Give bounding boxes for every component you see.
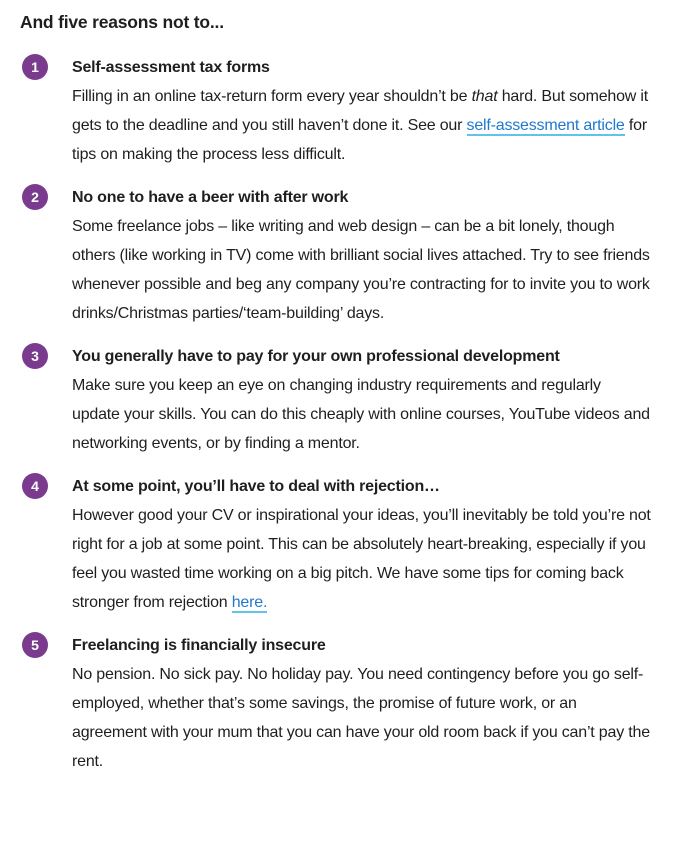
item-number: 2	[31, 189, 39, 205]
item-body	[72, 660, 652, 776]
body-text: for tips on making the process less difficult.	[72, 117, 647, 163]
item-title: You generally have to pay for your own professional development	[72, 348, 560, 365]
item-number-badge	[22, 54, 48, 80]
item-number-badge	[22, 184, 48, 210]
list-item	[20, 342, 669, 458]
reasons-list	[20, 53, 669, 776]
body-text: Make sure you keep an eye on changing industry requirements and regularly update your skills. You can do this cheaply with online courses, YouTube videos and networking events, or by finding a mentor.	[72, 377, 650, 452]
item-number: 1	[31, 59, 39, 75]
body-text: However good your CV or inspirational your ideas, you’ll inevitably be told you’re not right for a job at some point. This can be absolutely heart-breaking, especially if you feel you wasted time working on a big pitch. We have some tips for coming back stronger from rejection	[72, 507, 651, 611]
list-item	[20, 472, 669, 617]
item-title: Freelancing is financially insecure	[72, 637, 326, 654]
item-number: 4	[31, 478, 39, 494]
item-body	[72, 212, 652, 328]
list-item	[20, 53, 669, 169]
emphasis-text: that	[471, 88, 498, 105]
item-content	[72, 631, 652, 776]
item-content	[72, 342, 652, 458]
item-number-badge	[22, 343, 48, 369]
item-number: 5	[31, 637, 39, 653]
item-body	[72, 501, 652, 617]
item-content	[72, 472, 652, 617]
item-body	[72, 82, 652, 169]
body-text: Filling in an online tax-return form every year shouldn’t be	[72, 88, 472, 105]
list-item	[20, 631, 669, 776]
item-title: No one to have a beer with after work	[72, 189, 349, 206]
item-title: Self-assessment tax forms	[72, 59, 270, 76]
item-number: 3	[31, 348, 39, 364]
body-text: Some freelance jobs – like writing and web design – can be a bit lonely, though others (like working in TV) come with brilliant social lives attached. Try to see friends whenever possible and beg any company you’re contracting for to invite you to work drinks/Christmas parties/‘team-building’ days.	[72, 218, 650, 322]
item-number-badge	[22, 632, 48, 658]
item-content	[72, 53, 652, 169]
item-content	[72, 183, 652, 328]
list-item	[20, 183, 669, 328]
section-heading: And five reasons not to...	[20, 12, 224, 32]
item-body	[72, 371, 652, 458]
body-text: hard. But somehow it gets to the deadline and you still haven’t done it. See our	[72, 88, 648, 134]
item-number-badge	[22, 473, 48, 499]
rejection-tips-link[interactable]: here.	[231, 594, 268, 611]
body-text: No pension. No sick pay. No holiday pay. You need contingency before you go self-employed, whether that’s some savings, the promise of future work, or an agreement with your mum that you can have your old room back if you can’t pay the rent.	[72, 666, 650, 770]
self-assessment-article-link[interactable]: self-assessment article	[466, 117, 625, 134]
item-title: At some point, you’ll have to deal with rejection…	[72, 478, 440, 495]
